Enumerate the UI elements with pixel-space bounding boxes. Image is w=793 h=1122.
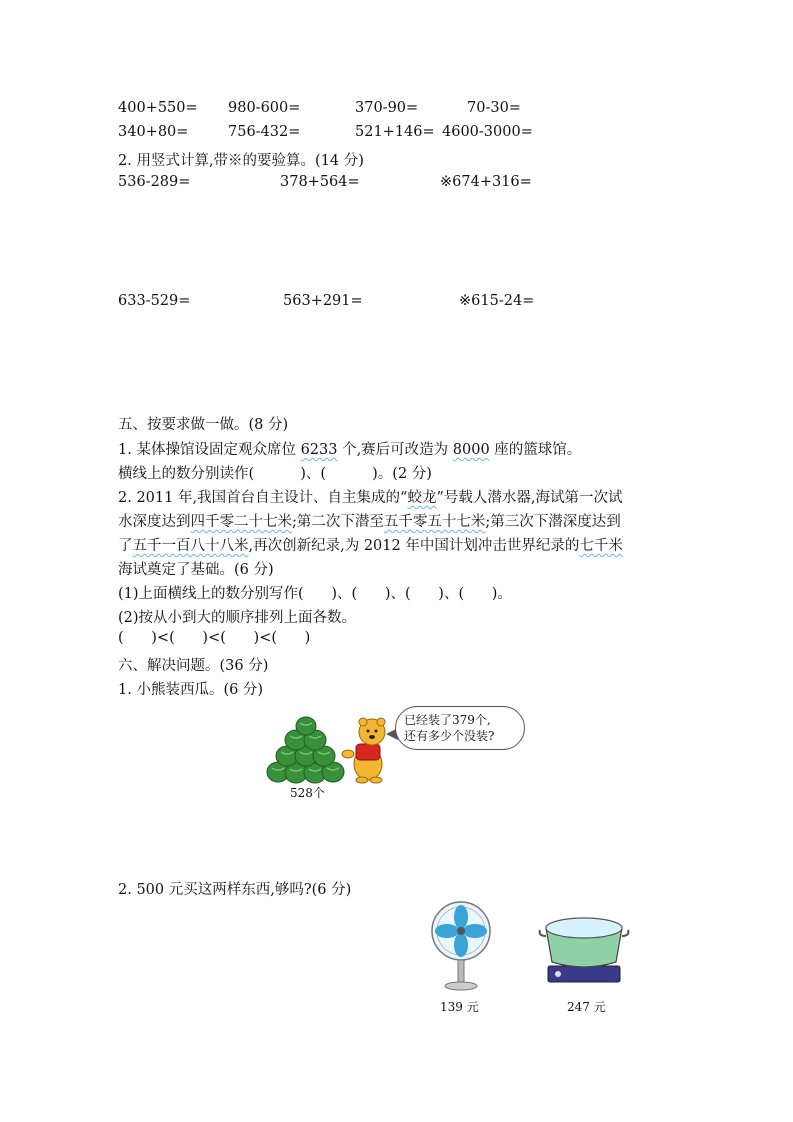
watermelon-pile-icon (266, 716, 346, 784)
speech-bubble-text (404, 712, 494, 744)
bear-icon (338, 714, 394, 784)
fan-icon (430, 900, 492, 992)
q5-1-read-blanks: 横线上的数分别读作( )、( )。(2 分) (118, 466, 432, 482)
text-segment: ,再次创新纪录,为 2012 年中国计划冲击世界纪录的 (248, 538, 580, 554)
vertical-calc-2: 378+564= (280, 174, 360, 190)
text-segment: ;第三次下潜深度达到 (485, 514, 621, 530)
text-segment: 水深度达到 (118, 514, 191, 530)
oral-calc-6: 756-432= (228, 124, 301, 140)
oral-calc-4: 70-30= (467, 100, 521, 116)
underlined-number: 8000 (452, 442, 490, 458)
q5-2-sub2: (2)按从小到大的顺序排列上面各数。 (118, 610, 357, 626)
text-segment: 了 (118, 538, 133, 554)
vertical-calc-5: 563+291= (283, 293, 363, 309)
question-vertical-calc: 2. 用竖式计算,带※的要验算。(14 分) (118, 153, 364, 169)
oral-calc-8: 4600-3000= (442, 124, 533, 140)
text-segment: 1. 某体操馆设固定观众席位 (118, 442, 301, 458)
q5-1-text (118, 438, 581, 459)
text-segment: 个,赛后可改造为 (337, 442, 453, 458)
bubble-line: 已经装了379个, (404, 713, 491, 727)
bubble-line: 还有多少个没装? (404, 729, 495, 743)
q6-1-title: 1. 小熊装西瓜。(6 分) (118, 682, 264, 698)
vertical-calc-1: 536-289= (118, 174, 191, 190)
section6-title: 六、解决问题。(36 分) (118, 658, 269, 674)
oral-calc-5: 340+80= (118, 124, 189, 140)
q5-2-line1 (118, 486, 623, 507)
text-segment: 座的篮球馆。 (489, 442, 582, 458)
fan-price: 139 元 (440, 1000, 479, 1014)
oral-calc-1: 400+550= (118, 100, 198, 116)
text-segment: ”号载人潜水器,海试第一次试 (436, 490, 623, 506)
vertical-calc-3: ※674+316= (440, 174, 532, 190)
watermelon-count-caption: 528个 (290, 786, 325, 800)
underlined-number: 四千零二十七米 (190, 514, 292, 530)
underlined-term: 蛟龙 (407, 490, 437, 506)
oral-calc-7: 521+146= (355, 124, 435, 140)
underlined-number: 6233 (300, 442, 338, 458)
text-segment: 2. 2011 年,我国首台自主设计、自主集成的“ (118, 490, 408, 506)
q5-2-line2 (118, 510, 621, 531)
underlined-number: 五千一百八十八米 (132, 538, 249, 554)
vertical-calc-4: 633-529= (118, 293, 191, 309)
q5-2-sub1: (1)上面横线上的数分别写作( )、( )、( )、( )。 (118, 586, 512, 602)
q5-2-order-blanks: ( )<( )<( )<( ) (118, 630, 311, 646)
q6-2-title: 2. 500 元买这两样东西,够吗?(6 分) (118, 882, 352, 898)
oral-calc-2: 980-600= (228, 100, 301, 116)
section5-title: 五、按要求做一做。(8 分) (118, 417, 289, 433)
pot-icon (536, 910, 632, 986)
underlined-number: 七千米 (579, 538, 623, 554)
underlined-number: 五千零五十七米 (383, 514, 486, 530)
pot-price: 247 元 (567, 1000, 606, 1014)
q5-2-line4: 海试奠定了基础。(6 分) (118, 562, 274, 578)
vertical-calc-6: ※615-24= (459, 293, 535, 309)
text-segment: ;第二次下潜至 (292, 514, 384, 530)
oral-calc-3: 370-90= (355, 100, 419, 116)
q5-2-line3 (118, 534, 623, 555)
